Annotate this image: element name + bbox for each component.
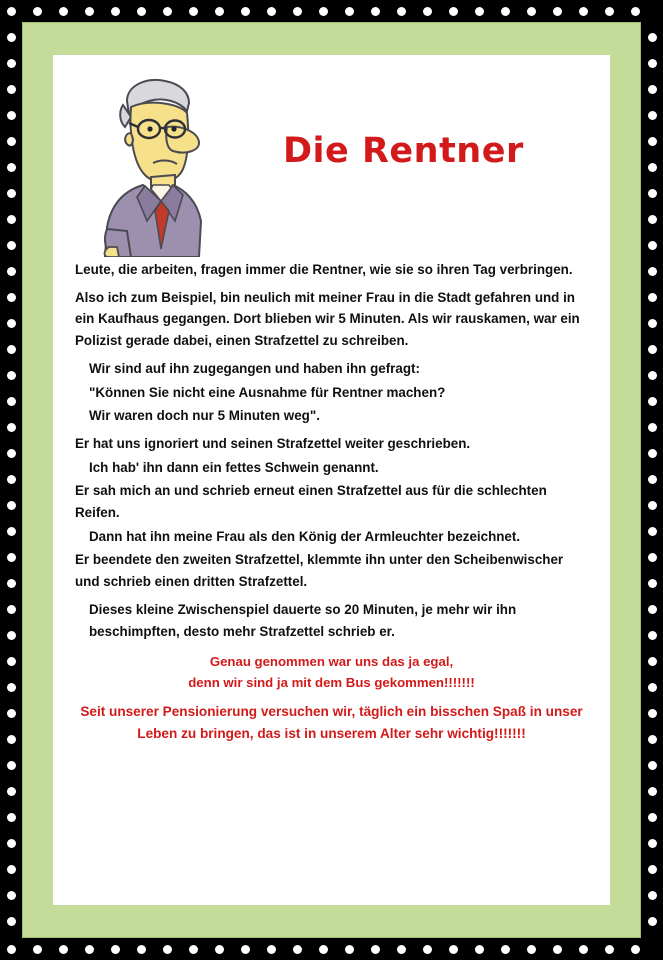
border-dot <box>648 85 657 94</box>
border-dot <box>7 215 16 224</box>
border-dot <box>605 945 614 954</box>
border-dot <box>648 319 657 328</box>
border-dot <box>241 7 250 16</box>
border-dot <box>7 761 16 770</box>
closing-line-1: Genau genommen war uns das ja egal, <box>209 654 454 670</box>
border-dot <box>648 137 657 146</box>
closing-highlight <box>75 652 588 693</box>
border-dot <box>648 423 657 432</box>
border-dot <box>267 7 276 16</box>
story-body <box>75 259 588 745</box>
border-dot <box>648 735 657 744</box>
border-dot <box>648 865 657 874</box>
border-dot <box>345 945 354 954</box>
border-dot <box>7 683 16 692</box>
paragraph: Er hat uns ignoriert und seinen Strafzettel weiter geschrieben. <box>75 435 471 451</box>
border-dot <box>648 241 657 250</box>
border-dot <box>648 475 657 484</box>
border-dot <box>267 945 276 954</box>
border-dot <box>137 945 146 954</box>
card-header <box>75 69 588 259</box>
border-dot <box>648 605 657 614</box>
border-dot <box>501 7 510 16</box>
border-dot <box>648 267 657 276</box>
border-dot <box>7 735 16 744</box>
border-dot <box>7 85 16 94</box>
border-dot <box>397 7 406 16</box>
paragraph: Wir sind auf ihn zugegangen und haben ihn gefragt: <box>89 360 420 376</box>
border-dot <box>371 945 380 954</box>
border-dot <box>215 945 224 954</box>
border-dot <box>59 7 68 16</box>
border-dot <box>579 7 588 16</box>
border-dot <box>111 945 120 954</box>
border-dot <box>7 33 16 42</box>
border-dot <box>648 917 657 926</box>
border-dot <box>7 813 16 822</box>
border-dot <box>648 293 657 302</box>
border-dot <box>7 891 16 900</box>
border-dot <box>648 657 657 666</box>
border-dot <box>7 917 16 926</box>
border-dot <box>7 7 16 16</box>
border-dot <box>423 945 432 954</box>
border-dot <box>605 7 614 16</box>
border-dot <box>293 7 302 16</box>
border-dot <box>7 579 16 588</box>
border-dot <box>648 839 657 848</box>
border-dot <box>137 7 146 16</box>
border-dot <box>449 7 458 16</box>
green-paper-background <box>22 22 641 938</box>
border-dot <box>7 345 16 354</box>
border-dot <box>648 813 657 822</box>
border-dot <box>163 7 172 16</box>
border-dot <box>7 865 16 874</box>
border-dot <box>371 7 380 16</box>
border-dot <box>648 163 657 172</box>
border-dot <box>397 945 406 954</box>
border-dot <box>553 7 562 16</box>
border-dot <box>163 945 172 954</box>
border-dot <box>648 761 657 770</box>
border-dot <box>7 945 16 954</box>
border-dot <box>319 7 328 16</box>
border-dot <box>648 33 657 42</box>
border-dot <box>501 945 510 954</box>
border-dot <box>648 787 657 796</box>
border-dot <box>345 7 354 16</box>
border-dot <box>241 945 250 954</box>
border-dot <box>648 371 657 380</box>
border-dot <box>7 59 16 68</box>
border-dot <box>648 345 657 354</box>
border-dot <box>7 319 16 328</box>
border-dot <box>449 945 458 954</box>
border-dot <box>7 501 16 510</box>
border-dot <box>59 945 68 954</box>
border-dot <box>648 527 657 536</box>
border-dot <box>7 423 16 432</box>
border-dot <box>85 945 94 954</box>
border-dot <box>189 7 198 16</box>
border-dot <box>648 215 657 224</box>
border-dot <box>475 945 484 954</box>
border-dot <box>7 709 16 718</box>
paragraph: Leute, die arbeiten, fragen immer die Rentner, wie sie so ihren Tag verbringen. <box>75 262 573 277</box>
paragraph: Dieses kleine Zwischenspiel dauerte so 20 Minuten, je mehr wir ihn beschimpften, desto mehr Strafzettel schrieb er. <box>89 601 517 639</box>
border-dot <box>648 189 657 198</box>
border-dot <box>7 397 16 406</box>
paragraph: Er beendete den zweiten Strafzettel, klemmte ihn unter den Scheibenwischer und schrieb einen dritten Strafzettel. <box>75 552 564 590</box>
border-dot <box>7 163 16 172</box>
border-dot <box>648 501 657 510</box>
border-dot <box>111 7 120 16</box>
border-dot <box>7 787 16 796</box>
border-dot <box>648 891 657 900</box>
border-dot <box>648 553 657 562</box>
border-dot <box>631 7 640 16</box>
border-dot <box>648 397 657 406</box>
paragraph: Ich hab' ihn dann ein fettes Schwein genannt. <box>89 459 379 475</box>
border-dot <box>648 111 657 120</box>
border-dot <box>648 449 657 458</box>
border-dot <box>7 137 16 146</box>
border-dot <box>7 839 16 848</box>
border-dot <box>7 111 16 120</box>
border-dot <box>648 709 657 718</box>
border-dot <box>527 945 536 954</box>
border-dot <box>423 7 432 16</box>
border-dot <box>7 605 16 614</box>
border-dot <box>7 631 16 640</box>
border-dot <box>648 631 657 640</box>
border-dot <box>631 945 640 954</box>
paragraph: "Können Sie nicht eine Ausnahme für Rentner machen? <box>89 384 446 400</box>
border-dot <box>33 945 42 954</box>
border-dot <box>7 267 16 276</box>
border-dot <box>319 945 328 954</box>
page-title: Die Rentner <box>283 131 524 171</box>
final-note: Seit unserer Pensionierung versuchen wir, täglich ein bisschen Spaß in unser Leben zu bringen, das ist in unserem Alter sehr wichtig!!!!!!! <box>80 704 583 741</box>
paragraph: Wir waren doch nur 5 Minuten weg". <box>89 408 320 424</box>
paragraph: Also ich zum Beispiel, bin neulich mit meiner Frau in die Stadt gefahren und in ein Kaufhaus gegangen. Dort blieben wir 5 Minuten. Als wir rauskamen, war ein Polizist gerade dabei, einen Strafzettel zu schreiben. <box>75 289 580 349</box>
border-dot <box>85 7 94 16</box>
border-dot <box>648 683 657 692</box>
border-dot <box>7 475 16 484</box>
border-dot <box>7 371 16 380</box>
elderly-man-cartoon-illustration <box>83 71 243 257</box>
border-dot <box>7 657 16 666</box>
border-dot <box>527 7 536 16</box>
closing-line-2: denn wir sind ja mit dem Bus gekommen!!!!!!! <box>188 674 475 690</box>
paragraph: Er sah mich an und schrieb erneut einen Strafzettel aus für die schlechten Reifen. <box>75 483 547 521</box>
border-dot <box>33 7 42 16</box>
border-dot <box>648 59 657 68</box>
border-dot <box>7 527 16 536</box>
border-dot <box>7 241 16 250</box>
border-dot <box>189 945 198 954</box>
white-card <box>53 55 610 905</box>
border-dot <box>7 293 16 302</box>
border-dot <box>7 553 16 562</box>
border-dot <box>475 7 484 16</box>
border-dot <box>553 945 562 954</box>
border-dot <box>7 189 16 198</box>
border-dot <box>579 945 588 954</box>
border-dot <box>215 7 224 16</box>
border-dot <box>7 449 16 458</box>
border-dot <box>293 945 302 954</box>
border-dot <box>648 579 657 588</box>
paragraph: Dann hat ihn meine Frau als den König der Armleuchter bezeichnet. <box>89 528 521 544</box>
